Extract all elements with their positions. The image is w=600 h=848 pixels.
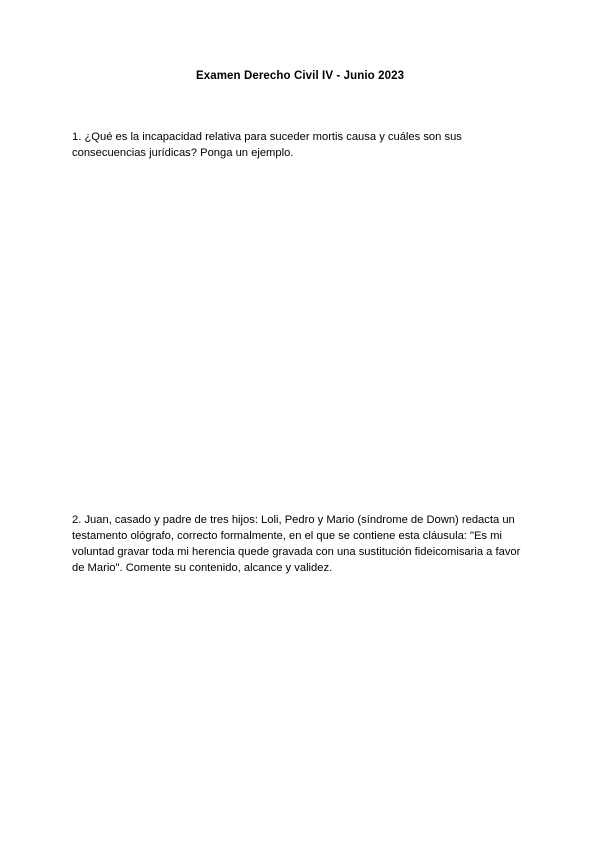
question-1-line-1: 1. ¿Qué es la incapacidad relativa para suceder mortis causa y cuáles son sus bbox=[72, 131, 462, 143]
question-2-line-3: voluntad gravar toda mi herencia quede gravada con una sustitución fideicomisaria a favor bbox=[72, 546, 521, 558]
question-2-line-2: testamento ológrafo, correcto formalmente, en el que se contiene esta cláusula: "Es mi bbox=[72, 530, 502, 542]
question-1-line-2: consecuencias jurídicas? Ponga un ejemplo. bbox=[72, 147, 294, 159]
question-2 bbox=[72, 512, 532, 576]
exam-title: Examen Derecho Civil IV - Junio 2023 bbox=[195, 70, 405, 82]
question-2-line-4: de Mario". Comente su contenido, alcance y validez. bbox=[72, 562, 333, 574]
question-1 bbox=[72, 129, 532, 161]
question-2-line-1: 2. Juan, casado y padre de tres hijos: Loli, Pedro y Mario (síndrome de Down) redacta un bbox=[72, 514, 515, 526]
